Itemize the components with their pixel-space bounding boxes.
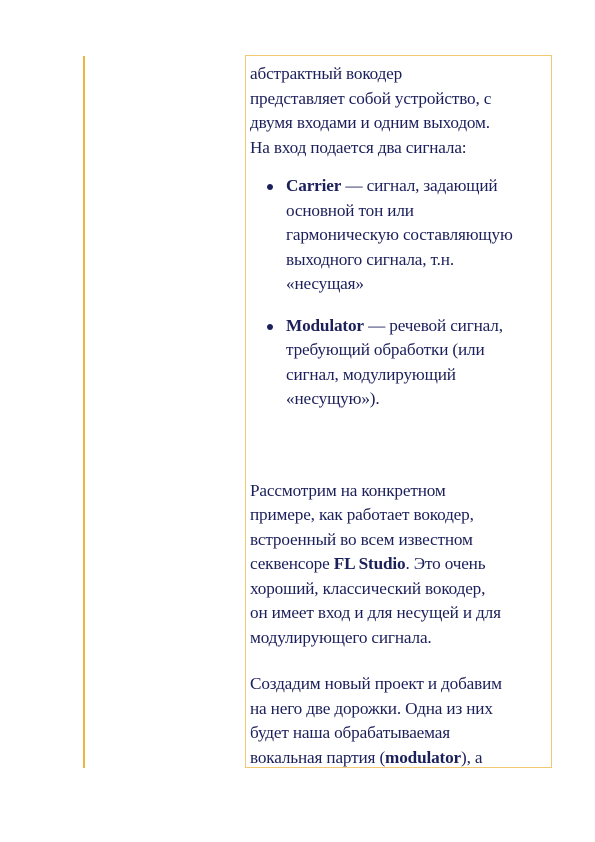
modulator-desc: требующий обработки (или: [286, 340, 485, 359]
bullet-dot-icon: [267, 324, 273, 330]
intro-line: двумя входами и одним выходом.: [250, 113, 490, 132]
carrier-desc: выходного сигнала, т.н.: [286, 249, 454, 269]
fl-studio-paragraph: [250, 479, 550, 651]
list-item-carrier: [250, 174, 550, 297]
para-line: ), а: [461, 747, 483, 767]
para-line: секвенсоре: [250, 554, 330, 573]
modulator-term: modulator: [385, 747, 462, 767]
para-line: будет наша обрабатываемая: [250, 723, 451, 742]
intro-paragraph: [250, 62, 550, 160]
term-modulator: Modulator: [286, 315, 364, 335]
term-carrier: Carrier: [286, 176, 342, 195]
intro-line: абстрактный вокодер: [250, 64, 403, 83]
list-item-modulator: [250, 314, 550, 412]
document-body: [250, 62, 550, 770]
para-line: модулирующего сигнала.: [250, 627, 432, 647]
left-margin-rule: [83, 56, 85, 768]
para-line: . Это очень: [405, 554, 486, 573]
para-line: хороший, классический вокодер,: [250, 578, 486, 598]
para-line: на него две дорожки. Одна из них: [250, 698, 493, 718]
para-line: Рассмотрим на конкретном: [250, 480, 446, 500]
bullet-dot-icon: [267, 184, 273, 190]
modulator-desc: — речевой сигнал,: [368, 315, 503, 335]
carrier-desc: основной тон или: [286, 200, 414, 220]
para-line: встроенный во всем известном: [250, 529, 473, 549]
carrier-desc: гармоническую составляющую: [286, 225, 513, 244]
intro-line: представляет собой устройство, с: [250, 88, 492, 108]
new-project-paragraph: [250, 672, 550, 770]
intro-line: На вход подается два сигнала:: [250, 137, 467, 157]
para-line: примере, как работает вокодер,: [250, 505, 474, 524]
para-line: Создадим новый проект и добавим: [250, 674, 502, 693]
carrier-desc: «несущая»: [286, 274, 364, 293]
para-line: он имеет вход и для несущей и для: [250, 603, 501, 622]
modulator-desc: «несущую»).: [286, 389, 380, 408]
fl-studio-term: FL Studio: [333, 554, 406, 573]
signal-list: [250, 174, 550, 412]
carrier-desc: — сигнал, задающий: [345, 176, 498, 195]
para-line: вокальная партия (: [250, 747, 386, 767]
modulator-desc: сигнал, модулирующий: [286, 364, 456, 384]
